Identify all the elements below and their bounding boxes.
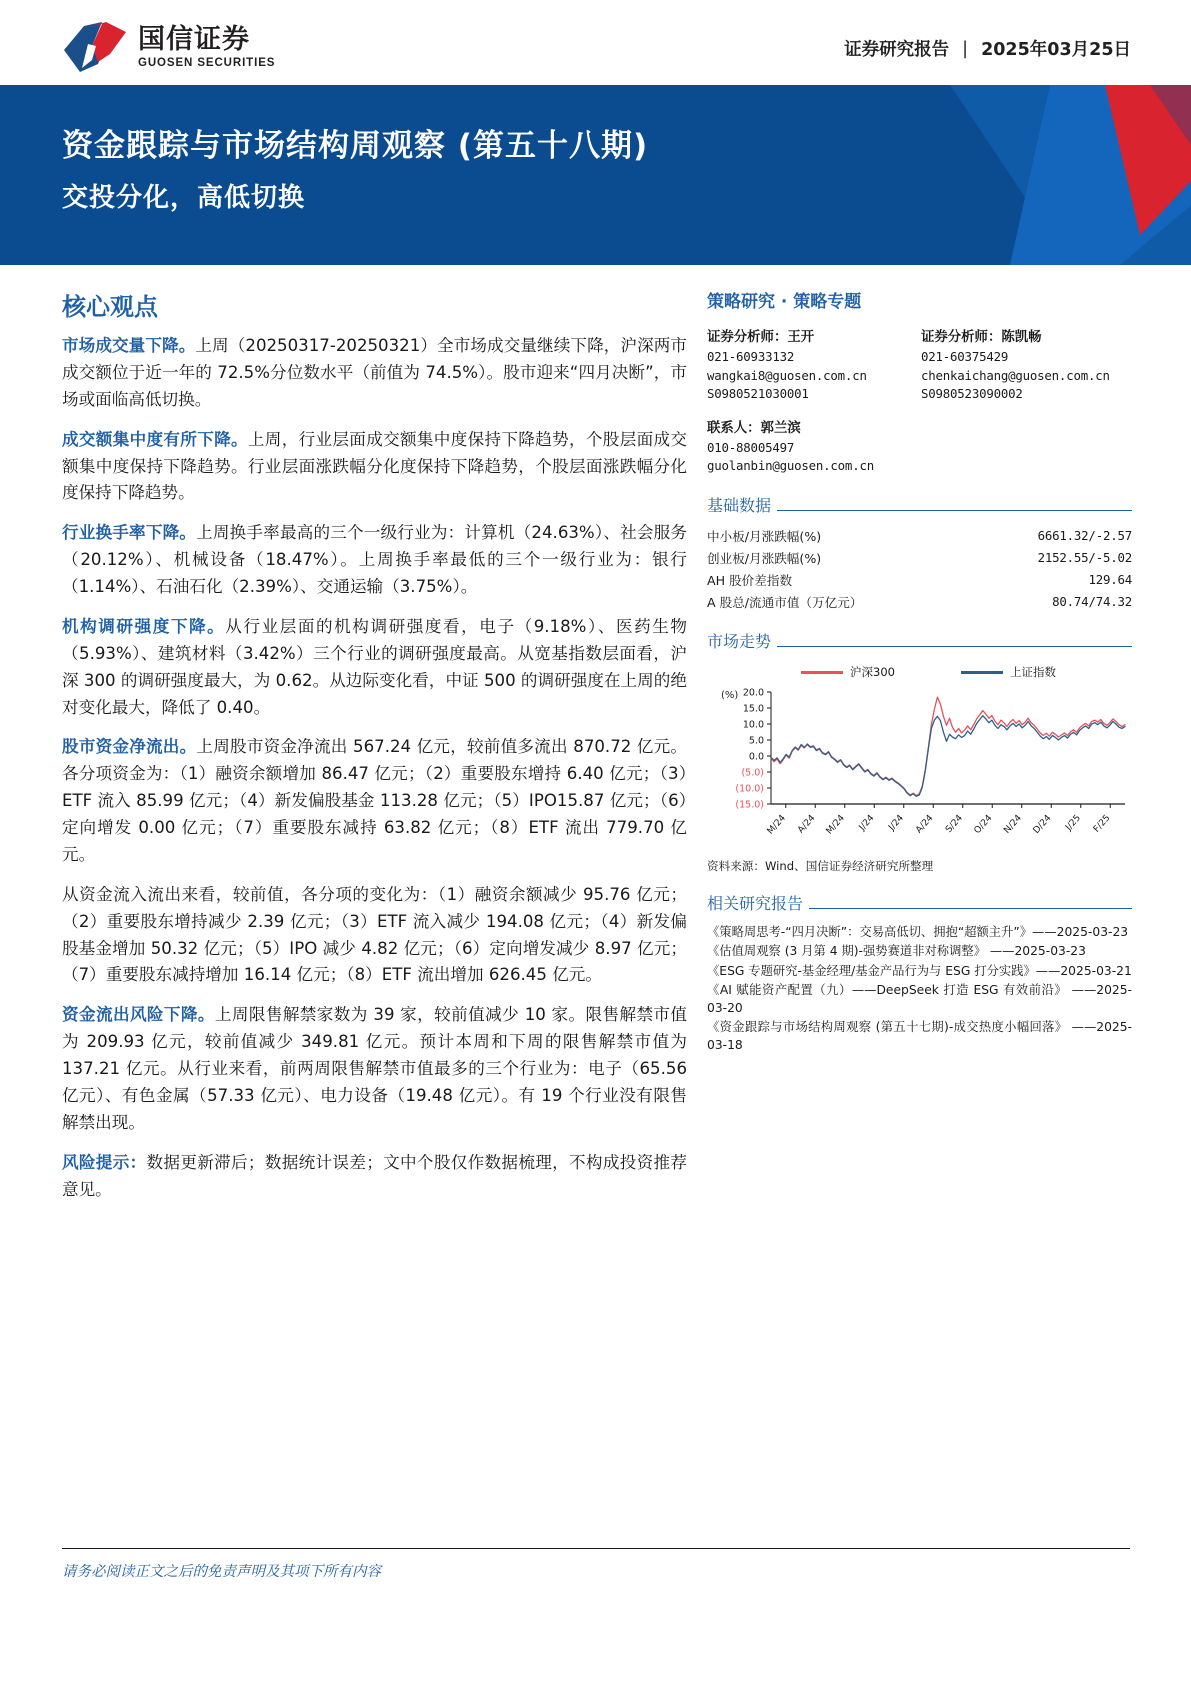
hero-decoration [0,85,1191,265]
analyst-phone: 021-60933132 [707,349,795,364]
legend-label: 上证指数 [1009,665,1056,680]
analyst-email[interactable]: chenkaichang@guosen.com.cn [921,367,1110,383]
svg-text:M/24: M/24 [765,813,788,837]
related-reports-label: 相关研究报告 [707,894,804,914]
paragraph-lead: 成交额集中度有所下降。 [62,429,248,449]
logo-text-en: GUOSEN SECURITIES [138,57,276,70]
risk-warning-paragraph [62,1150,687,1204]
paragraph [62,882,687,990]
market-trend-heading [707,629,1132,652]
paragraph-text: 上周股市资金净流出 567.24 亿元，较前值多流出 870.72 亿元。各分项资金为：（1）融资余额增加 86.47 亿元；（2）重要股东增持 6.40 亿元；（3）ETF 流入 85.99 亿元；（4）新发偏股基金 113.28 亿元；（5）IPO15.87 亿元；（6）定向增发 0.00 亿元；（7）重要股东减持 63.82 亿元；（8）ETF 流出 779.70 亿元。 [62,737,687,864]
list-item[interactable]: 《AI 赋能资产配置（九）——DeepSeek 打造 ESG 有效前沿》 ——2025-03-20 [707,982,1132,1015]
paragraph-lead: 机构调研强度下降。 [62,616,226,636]
row-label: AH 股价差指数 [707,573,793,588]
paragraph-text: 从行业层面的机构调研强度看，电子（9.18%）、医药生物（5.93%）、建筑材料（3.42%）三个行业的调研强度最高。从宽基指数层面看，沪深 300 的调研强度最大，为 0.62。从边际变化看，中证 500 的调研强度在上周的绝对变化最大，降低了 0.40。 [62,616,688,717]
analyst-card [921,326,1117,404]
chart-canvas [707,684,1132,842]
row-value: 129.64 [1088,572,1132,587]
paragraph-lead: 资金流出风险下降。 [62,1005,215,1025]
row-label: 中小板/月涨跌幅(%) [707,529,822,545]
meta-separator: | [962,38,969,59]
paragraph [62,333,687,414]
paragraph-lead: 市场成交量下降。 [62,336,196,355]
table-row [707,547,1132,569]
paragraph-text: 数据更新滞后；数据统计误差；文中个股仅作数据梳理，不构成投资推荐意见。 [62,1152,688,1199]
paragraph [62,520,687,601]
svg-text:0.0: 0.0 [748,751,764,763]
basic-data-heading [707,493,1132,516]
chart-legend [707,664,1132,680]
paragraph-text: 上周换手率最高的三个一级行业为：计算机（24.63%）、社会服务（20.12%）、机械设备（18.47%）。上周换手率最低的三个一级行业为：银行（1.14%）、石油石化（2.39%）、交通运输（3.75%）。 [62,523,687,596]
table-row [707,525,1132,547]
svg-text:J/25: J/25 [1064,813,1083,833]
row-label: A 股总/流通市值（万亿元） [707,594,863,610]
svg-text:J/24: J/24 [857,813,877,833]
svg-text:(5.0): (5.0) [741,767,764,779]
svg-text:S/24: S/24 [944,813,965,836]
related-reports-list [707,923,1132,1054]
contact-card [707,417,1132,476]
paragraph [62,734,687,868]
list-item[interactable]: 《策略周思考-“四月决断”：交易高低切、拥抱“超额主升”》——2025-03-23 [707,925,1129,940]
legend-swatch-szzs [961,671,1003,674]
legend-item [961,664,1056,680]
svg-text:J/24: J/24 [887,813,906,833]
related-reports-heading [707,891,1132,914]
analyst-license: S0980523090002 [921,386,1023,402]
legend-swatch-hs300 [801,671,843,674]
paragraph-lead: 股市资金净流出。 [62,737,197,757]
report-subtitle: 交投分化，高低切换 [62,183,306,213]
list-item[interactable]: 《资金跟踪与市场结构周观察 (第五十七期)-成交热度小幅回落》 ——2025-03-18 [707,1020,1132,1053]
table-row [707,569,1132,591]
svg-text:10.0: 10.0 [742,719,764,731]
basic-data-table [707,525,1132,612]
svg-text:M/24: M/24 [824,813,847,837]
market-trend-chart [707,664,1132,854]
brand-logo [62,20,275,74]
core-viewpoint-heading: 核心观点 [62,293,158,321]
analyst-card [707,326,903,404]
analyst-license: S0980521030001 [707,386,809,402]
paragraph [62,614,687,722]
report-type-label: 证券研究报告 [844,40,950,60]
svg-text:A/24: A/24 [914,813,936,836]
list-item[interactable]: 《ESG 专题研究-基金经理/基金产品行为与 ESG 打分实践》——2025-03-21 [707,963,1132,978]
row-label: 创业板/月涨跌幅(%) [707,551,822,567]
paragraph [62,1002,687,1136]
svg-text:A/24: A/24 [796,813,818,836]
paragraph-lead: 行业换手率下降。 [62,523,197,543]
analyst-name: 证券分析师：陈凯畅 [921,330,1042,345]
contact-email[interactable]: guolanbin@guosen.com.cn [707,458,874,474]
legend-item [801,664,895,680]
basic-data-label: 基础数据 [707,496,772,516]
chart-y-unit: (%) [721,690,739,702]
svg-text:15.0: 15.0 [742,703,764,715]
analyst-name: 证券分析师：王开 [707,330,815,345]
paragraph [62,427,687,508]
list-item[interactable]: 《估值周观察 (3 月第 4 期)-强势赛道非对称调整》 ——2025-03-23 [707,944,1086,959]
svg-text:O/24: O/24 [972,813,995,837]
heading-rule [777,510,1132,511]
main-content-column [62,287,687,1216]
svg-text:N/24: N/24 [1002,813,1024,836]
paragraph-text: 从资金流入流出来看，较前值，各分项的变化为：（1）融资余额减少 95.76 亿元；（2）重要股东增持减少 2.39 亿元；（3）ETF 流入减少 194.08 亿元；（4）新发偏股基金增加 50.32 亿元；（5）IPO 减少 4.82 亿元；（6）定向增发减少 8.97 亿元；（7）重要股东减持增加 16.14 亿元；（8）ETF 流出增加 626.45 亿元。 [62,884,687,985]
table-row [707,590,1132,612]
report-title: 资金跟踪与市场结构周观察 (第五十八期) [62,128,649,164]
market-trend-label: 市场走势 [707,632,772,652]
svg-text:20.0: 20.0 [742,687,764,699]
chart-source-note: 资料来源：Wind、国信证券经济研究所整理 [707,859,934,874]
heading-rule [809,908,1132,909]
svg-text:(10.0): (10.0) [735,783,764,795]
analyst-email[interactable]: wangkai8@guosen.com.cn [707,367,867,383]
analyst-phone: 021-60375429 [921,349,1009,364]
paragraph-text: 上周，行业层面成交额集中度保持下降趋势，个股层面成交额集中度保持下降趋势。行业层面涨跌幅分化度保持下降趋势，个股层面涨跌幅分化度保持下降趋势。 [62,429,688,503]
hero-banner [0,85,1191,265]
svg-text:F/25: F/25 [1091,813,1113,835]
footer-divider [62,1548,1130,1549]
report-date: 2025年03月25日 [981,40,1131,60]
top-bar [0,0,1191,85]
analyst-block [707,326,1132,404]
guosen-logo-icon [62,20,128,74]
svg-text:5.0: 5.0 [748,735,764,747]
svg-text:D/24: D/24 [1031,813,1054,837]
report-meta [844,36,1131,61]
hero-shapes-icon [0,85,1191,265]
row-value: 6661.32/-2.57 [1037,528,1132,544]
row-value: 2152.55/-5.02 [1037,550,1132,566]
paragraph-text: 上周（20250317-20250321）全市场成交量继续下降，沪深两市成交额位于近一年的 72.5%分位数水平（前值为 74.5%）。股市迎来“四月决断”，市场或面临高低切换。 [62,336,688,409]
paragraph-lead: 风险提示： [62,1152,147,1172]
sidebar-column [707,287,1132,1055]
contact-name: 联系人：郭兰滨 [707,420,801,436]
row-value: 80.74/74.32 [1052,593,1132,609]
footer-disclaimer: 请务必阅读正文之后的免责声明及其项下所有内容 [62,1564,381,1580]
logo-text-cn: 国信证券 [138,23,250,55]
heading-rule [777,646,1132,647]
paragraph-text: 上周限售解禁家数为 39 家，较前值减少 10 家。限售解禁市值为 209.93 亿元，较前值减少 349.81 亿元。预计本周和下周的限售解禁市值为 137.21 亿元。从行业来看，前两周限售解禁市值最多的三个行业为：电子（65.56 亿元）、有色金属（57.33 亿元）、电力设备（19.48 亿元）。有 19 个行业没有限售解禁出现。 [62,1005,688,1132]
sidebar-title: 策略研究 · 策略专题 [707,292,862,312]
svg-text:(15.0): (15.0) [735,799,764,811]
contact-phone: 010-88005497 [707,439,795,455]
legend-label: 沪深300 [850,665,895,680]
